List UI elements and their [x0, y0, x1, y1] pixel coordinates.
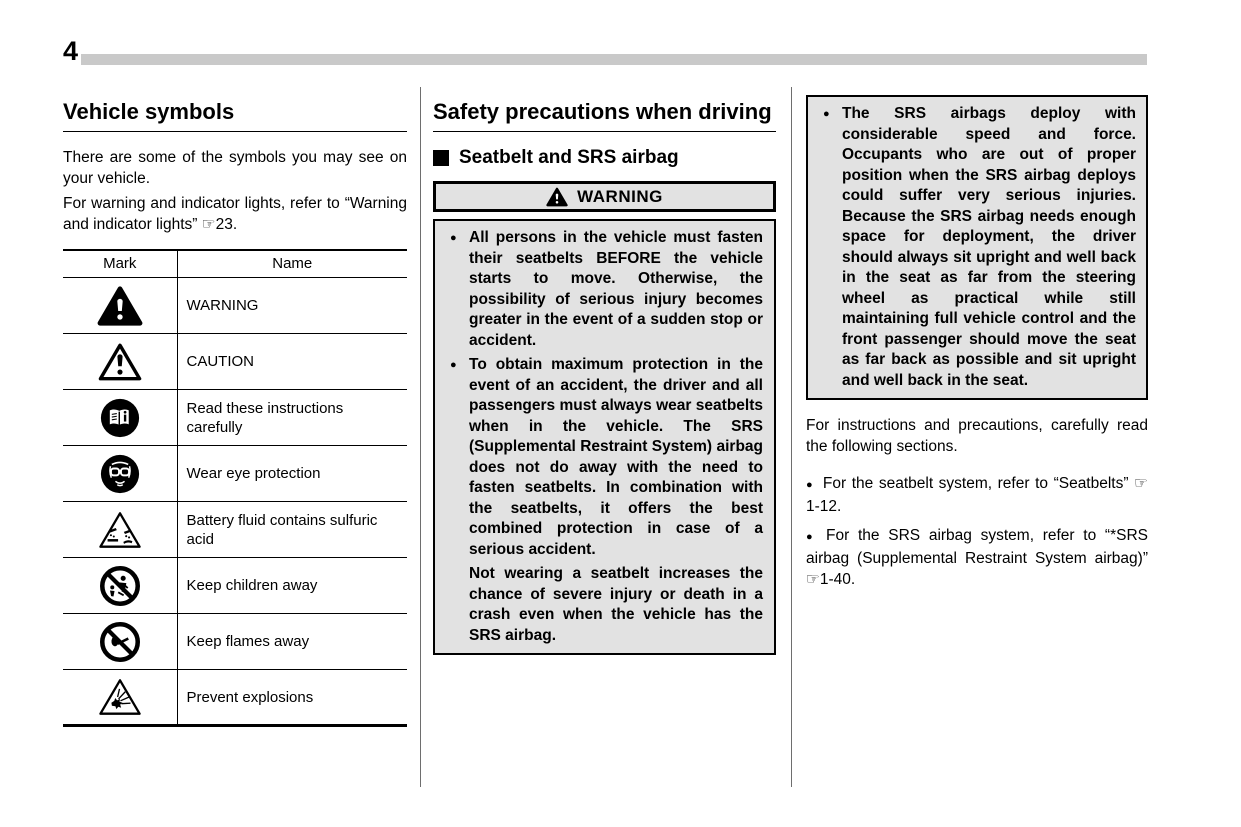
symbol-name: Keep flames away [177, 614, 407, 670]
warning-bullet-text: All persons in the vehicle must fasten their seatbelts BEFORE the vehicle starts to move. Otherwise, the possibility of serious injury becomes greater in the event of a sudden stop or accident. [469, 229, 763, 349]
bullet-dot: ● [806, 478, 814, 491]
table-row [63, 278, 407, 334]
table-row [63, 334, 407, 390]
bullet-dot: ● [823, 108, 830, 120]
warning-content-box [433, 219, 776, 655]
reference-text: For the seatbelt system, refer to “Seatbelts” ☞1-12. [806, 474, 1148, 515]
seatbelt-srs-section-heading [433, 147, 776, 169]
read-instructions-icon [100, 398, 140, 438]
warning-continuation-text: Not wearing a seatbelt increases the chance of severe injury or death in a crash even when the vehicle has the SRS airbag. [469, 565, 763, 644]
table-row [63, 614, 407, 670]
section-label: Seatbelt and SRS airbag [459, 147, 679, 168]
table-row [63, 390, 407, 446]
column-divider [420, 87, 421, 787]
table-row [63, 446, 407, 502]
table-row [63, 670, 407, 726]
symbol-name: Wear eye protection [177, 446, 407, 502]
mark-column-header: Mark [63, 250, 177, 278]
intro-paragraph: For warning and indicator lights, refer to “Warning and indicator lights” ☞23. [63, 195, 407, 233]
warning-bullet-text: The SRS airbags deploy with considerable speed and force. Occupants who are out of proper position when the SRS airbag deploys could suffer very serious injuries. Because the SRS airbag needs enough space for deployment, the driver should always sit upright and well back in the seat as far from the steering wheel as practical while still maintaining full vehicle control and the front passenger should move the seat as far back as possible and sit upright and well back in the seat. [842, 105, 1136, 389]
vehicle-symbols-intro [63, 147, 407, 235]
bullet-dot: ● [450, 359, 457, 371]
bullet-dot: ● [806, 530, 818, 543]
instructions-outro-text: For instructions and precautions, carefully read the following sections. [806, 417, 1148, 455]
warning-bullet-item [815, 104, 1136, 391]
warning-banner-label: WARNING [577, 186, 663, 206]
column-divider [791, 87, 792, 787]
page-number: 4 [63, 36, 79, 66]
safety-precautions-column [433, 87, 776, 655]
battery-acid-icon [97, 509, 143, 551]
srs-airbag-column [806, 87, 1148, 590]
vehicle-symbols-table [63, 249, 407, 727]
vehicle-symbols-title: Vehicle symbols [63, 99, 407, 132]
prevent-explosions-icon [97, 676, 143, 718]
table-header-row [63, 250, 407, 278]
page-header [0, 0, 1241, 65]
caution-triangle-icon [97, 341, 143, 383]
eye-protection-icon [100, 454, 140, 494]
symbol-name: Prevent explosions [186, 688, 314, 706]
warning-bullet-item [442, 355, 763, 560]
warning-triangle-filled-icon [546, 187, 568, 207]
warning-bullet-item [442, 228, 763, 351]
symbol-name: CAUTION [177, 334, 407, 390]
section-square-marker [433, 150, 449, 166]
seatbelt-reference-item [806, 473, 1148, 517]
table-row [63, 502, 407, 558]
keep-children-away-icon [100, 566, 140, 606]
warning-bullet-text: To obtain maximum protection in the event of an accident, the driver and all passengers must always wear seatbelts when in the vehicle. The SRS (Supplemental Restraint System) airbag does not do away with the need to fasten seatbelts. In combination with the seatbelts, it offers the best combined protection in case of a serious accident. [469, 356, 763, 558]
name-column-header: Name [177, 250, 407, 278]
warning-triangle-filled-icon [97, 285, 143, 327]
symbol-name: WARNING [177, 278, 407, 334]
vehicle-symbols-column [63, 87, 407, 727]
keep-flames-away-icon [100, 622, 140, 662]
symbol-name: Read these instructions carefully [177, 390, 407, 446]
table-row [63, 558, 407, 614]
intro-paragraph: There are some of the symbols you may see on your vehicle. [63, 149, 407, 187]
symbol-name: Keep children away [177, 558, 407, 614]
warning-content-box-continued [806, 95, 1148, 400]
safety-precautions-title: Safety precautions when driving [433, 99, 776, 132]
srs-airbag-reference-item [806, 525, 1148, 590]
symbol-name: Battery fluid contains sulfuric acid [177, 502, 407, 558]
reference-text: For the SRS airbag system, refer to “*SRS airbag (Supplemental Restraint System airbag)” ☞1-40. [806, 526, 1148, 588]
header-rule-bar [81, 54, 1147, 65]
content-columns [0, 87, 1241, 787]
bullet-dot: ● [450, 232, 457, 244]
warning-banner [433, 181, 776, 212]
